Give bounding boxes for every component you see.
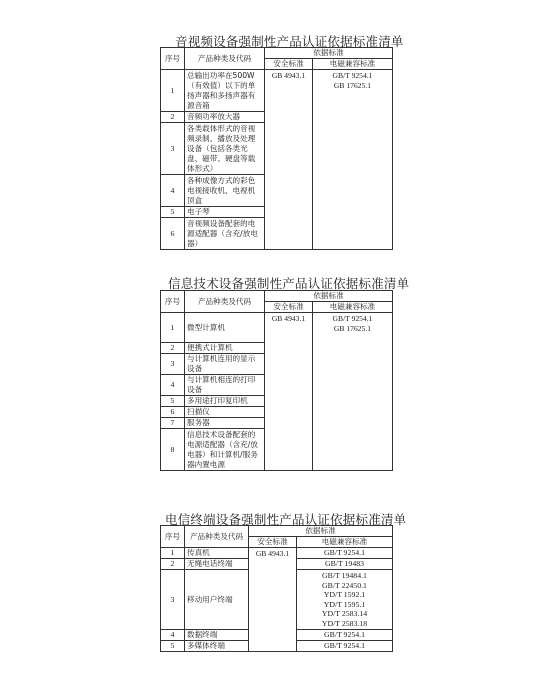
row-product: 音频功率放大器: [185, 112, 265, 123]
emc-standard: [313, 70, 393, 250]
row-product: 无绳电话终端: [185, 559, 249, 570]
row-product: 传真机: [185, 548, 249, 559]
row-seq: 4: [161, 630, 185, 641]
row-product: 服务器: [185, 418, 265, 429]
row-seq: 1: [161, 70, 185, 112]
emc-standard: [313, 313, 393, 471]
emc-line: YD/T 2583.18: [321, 618, 368, 628]
header-product: 产品种类及代码: [185, 526, 249, 548]
emc-standard: GB/T 9254.1: [297, 641, 393, 652]
row-seq: 5: [161, 207, 185, 218]
row-seq: 8: [161, 429, 185, 471]
safety-standard: GB 4943.1: [265, 313, 313, 471]
table-row: [161, 313, 393, 343]
safety-standard: GB 4943.1: [249, 548, 297, 652]
row-product: 电子琴: [185, 207, 265, 218]
table-title-it: 信息技术设备强制性产品认证依据标准清单: [168, 276, 410, 291]
emc-standard: GB/T 9254.1: [297, 548, 393, 559]
emc-line: YD/T 1595.1: [323, 599, 366, 609]
row-seq: 6: [161, 407, 185, 418]
header-emc: 电磁兼容标准: [313, 59, 393, 70]
row-seq: 2: [161, 343, 185, 354]
header-product: 产品种类及代码: [185, 291, 265, 313]
row-seq: 4: [161, 175, 185, 207]
emc-line: YD/T 1592.1: [323, 590, 366, 599]
row-seq: 1: [161, 548, 185, 559]
row-seq: 3: [161, 570, 185, 630]
emc-line: GB/T 9254.1: [332, 314, 373, 323]
row-seq: 3: [161, 354, 185, 375]
header-basis: 依据标准: [265, 48, 393, 59]
header-safety: 安全标准: [265, 302, 313, 313]
emc-line: GB/T 22450.1: [322, 580, 367, 590]
row-product: 移动用户终端: [185, 570, 249, 630]
row-product: 扫描仪: [185, 407, 265, 418]
header-basis: 依据标准: [249, 526, 393, 537]
row-seq: 4: [161, 375, 185, 396]
emc-line: YD/T 2583.14: [321, 609, 368, 618]
it-standards-table: [160, 290, 393, 471]
row-seq: 7: [161, 418, 185, 429]
row-seq: 2: [161, 112, 185, 123]
emc-line: GB/T 19484.1: [322, 571, 367, 580]
emc-standard: GB/T 9254.1: [297, 630, 393, 641]
row-product: 与计算机相连的打印设备: [185, 375, 265, 396]
safety-standard: GB 4943.1: [265, 70, 313, 250]
row-seq: 3: [161, 123, 185, 175]
telecom-standards-table: [160, 525, 393, 652]
header-seq: 序号: [161, 291, 185, 313]
header-seq: 序号: [161, 526, 185, 548]
header-emc: 电磁兼容标准: [313, 302, 393, 313]
header-safety: 安全标准: [249, 537, 297, 548]
table-title-av: 音视频设备强制性产品认证依据标准清单: [175, 34, 404, 49]
av-standards-table: [160, 47, 393, 250]
row-product: 各类载体形式的音视频录制、播放及处理设备（包括各类光盘、磁带、硬盘等载体形式）: [185, 123, 265, 175]
table-row: [161, 548, 393, 559]
row-product: 信息技术设备配套的电源适配器（含充/放电器）和计算机/服务器内置电源: [185, 429, 265, 471]
row-seq: 6: [161, 218, 185, 250]
emc-standard: GB/T 19483: [297, 559, 393, 570]
row-seq: 5: [161, 396, 185, 407]
row-product: 多媒体终端: [185, 641, 249, 652]
emc-line: GB 17625.1: [333, 80, 372, 90]
table-row: [161, 70, 393, 112]
row-product: 总输出功率在500W（有效值）以下的单扬声器和多扬声器有源音箱: [185, 70, 265, 112]
row-seq: 1: [161, 313, 185, 343]
emc-line: GB 17625.1: [333, 323, 372, 333]
row-product: 便携式计算机: [185, 343, 265, 354]
header-emc: 电磁兼容标准: [297, 537, 393, 548]
header-safety: 安全标准: [265, 59, 313, 70]
header-seq: 序号: [161, 48, 185, 70]
row-product: 音视频设备配套的电源适配器（含充/放电器）: [185, 218, 265, 250]
row-seq: 5: [161, 641, 185, 652]
emc-standard: [297, 570, 393, 630]
row-product: 微型计算机: [185, 313, 265, 343]
row-seq: 2: [161, 559, 185, 570]
row-product: 与计算机连用的显示设备: [185, 354, 265, 375]
row-product: 多用途打印复印机: [185, 396, 265, 407]
table-title-telecom: 电信终端设备强制性产品认证依据标准清单: [165, 512, 407, 527]
row-product: 数据终端: [185, 630, 249, 641]
row-product: 各种成像方式的彩色电视接收机、电视机顶盒: [185, 175, 265, 207]
header-basis: 依据标准: [265, 291, 393, 302]
header-product: 产品种类及代码: [185, 48, 265, 70]
emc-line: GB/T 9254.1: [332, 71, 373, 80]
